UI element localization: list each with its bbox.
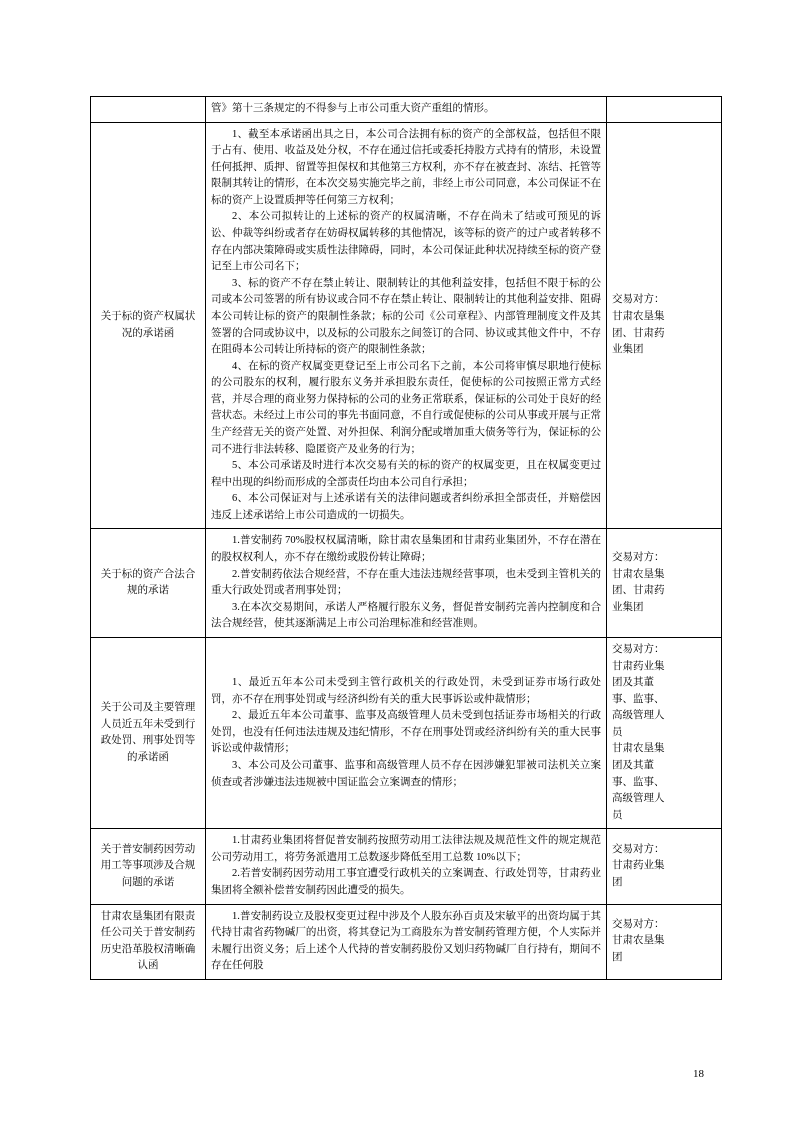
table-row [91,97,722,123]
party-line: 事、监事、 [612,776,665,788]
party-cell [607,637,722,828]
topic-cell [91,122,206,529]
party-line: 业集团 [612,344,644,356]
party-cell [607,904,722,979]
content-paragraph: 2、最近五年本公司董事、监事及高级管理人员未受到包括证券市场相关的行政处罚，也没有任何违法违规及违纪情形，不存在刑事处罚或经济纠纷有关的重大民事诉讼或仲裁情形； [211,710,601,755]
content-paragraph: 1.普安制药设立及股权变更过程中涉及个人股东孙百贞及宋敏平的出资均属于其代持甘肃省药物碱厂的出资，将其登记为工商股东为普安制药管理方便，个人实际并未履行出资义务；后上述个人代持的普安制药股份又划归药物碱厂自行持有，期间不存在任何股 [211,910,601,972]
content-paragraph: 管》第十三条规定的不得参与上市公司重大资产重组的情形。 [211,103,495,114]
content-paragraph: 2、本公司拟转让的上述标的资产的权属清晰，不存在尚未了结或可预见的诉讼、仲裁等纠纷或者存在妨碍权属转移的其他情况，该等标的资产的过户或者转移不存在内部决策障碍或实质性法律障碍，同时，本公司保证此种状况持续至标的资产登记至上市公司名下； [211,211,601,273]
content-cell [206,122,607,529]
commitment-letters-table [90,96,722,980]
content-cell [206,529,607,637]
content-cell [206,97,607,123]
content-paragraph: 1.普安制药 70%股权权属清晰，除甘肃农垦集团和甘肃药业集团外，不存在潜在的股权权利人，亦不存在缴纷或股份转让障碍； [211,535,601,564]
topic-cell [91,904,206,979]
party-line: 甘肃农垦集 [612,935,665,947]
party-line: 交易对方： [612,552,665,564]
content-paragraph: 1、截至本承诺函出具之日，本公司合法拥有标的资产的全部权益，包括但不限于占有、使用、收益及处分权，不存在通过信托或委托持股方式持有的情形，未设置任何抵押、质押、留置等担保权和其他第三方权利，亦不存在被查封、冻结、托管等限制其转让的情形，在本次交易实施完毕之前，非经上市公司同意，本公司保证不在标的资产上设置质押等任何第三方权利； [211,128,601,206]
party-line: 事、监事、 [612,693,665,705]
party-line: 团及其董 [612,759,654,771]
table-row [91,529,722,637]
topic-text: 关于公司及主要管理人员近五年未受到行政处罚、刑事处罚等的承诺函 [100,701,196,763]
content-cell [206,904,607,979]
content-paragraph: 2.普安制药依法合规经营，不存在重大违法违规经营事项，也未受到主管机关的重大行政处罚或者刑事处罚； [211,568,601,597]
topic-cell [91,637,206,828]
content-paragraph: 1.甘肃药业集团将督促普安制药按照劳动用工法律法规及规范性文件的规定规范公司劳动用工，将劳务派遣用工总数逐步降低至用工总数 10%以下； [211,835,601,863]
topic-text: 关于标的资产权属状况的承诺函 [100,310,196,339]
topic-cell [91,829,206,904]
party-line: 团 [612,952,623,964]
party-line: 交易对方： [612,294,665,306]
party-line: 业集团 [612,601,644,613]
content-paragraph: 6、本公司保证对与上述承诺有关的法律问题或者纠纷承担全部责任，并赔偿因违反上述承诺给上市公司造成的一切损失。 [211,493,601,521]
topic-text: 关于标的资产合法合规的承诺 [100,568,196,597]
content-paragraph: 3、标的资产不存在禁止转让、限制转让的其他利益安排，包括但不限于标的公司或本公司签署的所有协议或合同不存在禁止转让、限制转让的其他利益安排、阻碍本公司转让标的资产的限制性条款；标的公司《公司章程》、内部管理制度文件及其签署的合同或协议中，以及标的公司股东之间签订的合同、协议或其他文件中，不存在阻碍本公司转让所持标的资产的限制性条款； [211,277,601,356]
party-line: 甘肃农垦集 [612,568,665,580]
party-line: 甘肃农垦集 [612,310,665,322]
content-paragraph: 5、本公司承诺及时进行本次交易有关的标的资产的权属变更，且在权属变更过程中出现的纠纷而形成的全部责任均由本公司自行承担； [211,460,601,488]
content-cell [206,637,607,828]
party-line: 交易对方： [612,843,665,855]
party-cell [607,122,722,529]
content-cell [206,829,607,904]
party-line: 团、甘肃药 [612,585,665,597]
content-paragraph: 2.若普安制药因劳动用工事宜遭受行政机关的立案调查、行政处罚等，甘肃药业集团将全额补偿普安制药因此遭受的损失。 [211,868,601,897]
party-line: 甘肃药业集 [612,860,665,872]
party-cell [607,97,722,123]
party-line: 团及其董 [612,677,654,689]
party-line: 员 [612,809,623,821]
table-body [91,97,722,980]
party-line: 交易对方： [612,918,665,930]
party-cell [607,529,722,637]
table-row [91,829,722,904]
table-row [91,637,722,828]
content-paragraph: 4、在标的资产权属变更登记至上市公司名下之前，本公司将审慎尽职地行使标的公司股东的权利，履行股东义务并承担股东责任，促使标的公司按照正常方式经营，并尽合理的商业努力保持标的公司的业务正常联系，保证标的公司处于良好的经营状态。未经过上市公司的事先书面同意，不自行或促使标的公司从事或开展与正常生产经营无关的资产处置、对外担保、利润分配或增加重大债务等行为，保证标的公司不进行非法转移、隐匿资产及业务的行为； [211,360,601,455]
party-line: 甘肃农垦集 [612,743,665,755]
topic-text: 关于普安制药因劳动用工等事项涉及合规问题的承诺 [100,843,196,888]
table-row [91,122,722,529]
party-line: 团 [612,876,623,888]
content-paragraph: 3、本公司及公司董事、监事和高级管理人员不存在因涉嫌犯罪被司法机关立案侦查或者涉嫌违法违规被中国证监会立案调查的情形； [211,759,601,788]
party-cell [607,829,722,904]
party-line: 甘肃药业集 [612,660,665,672]
topic-cell [91,97,206,123]
content-paragraph: 1、最近五年本公司未受到主管行政机关的行政处罚，未受到证券市场行政处罚，亦不存在刑事处罚或与经济纠纷有关的重大民事诉讼或仲裁情形； [211,677,601,705]
party-line: 高级管理人 [612,710,665,722]
content-paragraph: 3.在本次交易期间，承诺人严格履行股东义务，督促普安制药完善内控制度和合法合规经营，使其逐渐满足上市公司治理标准和经营准则。 [211,601,601,630]
party-line: 高级管理人 [612,793,665,805]
topic-cell [91,529,206,637]
party-line: 团、甘肃药 [612,327,665,339]
topic-text: 甘肃农垦集团有限责任公司关于普安制药历史沿革股权清晰确认函 [100,910,196,972]
party-line: 员 [612,726,623,738]
party-line: 交易对方： [612,643,665,655]
table-row [91,904,722,979]
page-number: 18 [693,1068,704,1080]
